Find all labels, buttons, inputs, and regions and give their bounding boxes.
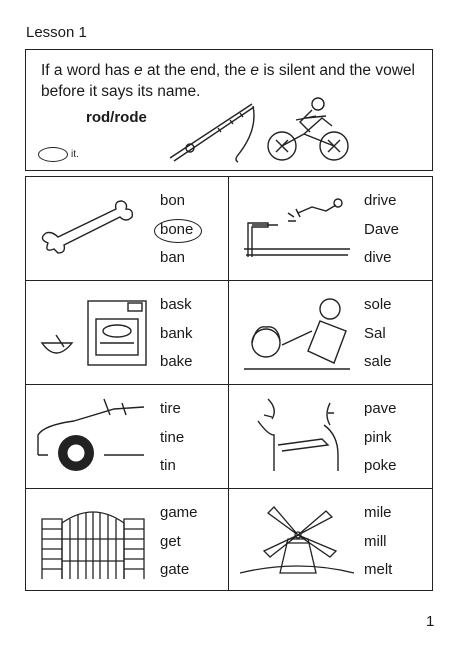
- word-option: gate: [160, 561, 190, 578]
- word-grid: [25, 176, 433, 591]
- cell-poke: [230, 385, 432, 489]
- word-option: ban: [160, 249, 186, 266]
- word-option-circled: bone: [160, 216, 193, 245]
- cell-tire: [26, 385, 228, 489]
- word-option: mill: [364, 532, 387, 550]
- word-option: sole: [364, 296, 392, 313]
- word-option: pave: [364, 400, 397, 417]
- cell-mill: [230, 489, 432, 593]
- word-option: tin: [160, 457, 176, 474]
- lesson-title: Lesson 1: [26, 24, 87, 41]
- example-word-pair: rod/rode: [86, 109, 147, 126]
- word-option: mile: [364, 504, 392, 521]
- diver-icon: [238, 187, 356, 271]
- word-option: bank: [160, 324, 193, 342]
- cell-gate: [26, 489, 228, 593]
- fishing-rod-icon: [168, 100, 258, 164]
- gate-icon: [34, 499, 152, 583]
- word-option: get: [160, 532, 181, 550]
- word-option: drive: [364, 192, 397, 209]
- oval-icon: [38, 147, 68, 162]
- word-option: tire: [160, 400, 181, 417]
- word-option: tine: [160, 428, 185, 446]
- word-option: poke: [364, 457, 397, 474]
- instruction-text: If a word has e at the end, the e is silent and the vowel before it says its name.: [41, 62, 415, 100]
- cell-bake: [26, 281, 228, 385]
- word-option: Sal: [364, 324, 386, 342]
- word-option: sale: [364, 353, 392, 370]
- bone-icon: [34, 187, 152, 271]
- word-option: bask: [160, 296, 192, 313]
- instruction-box: [25, 49, 433, 171]
- word-option: bon: [160, 192, 186, 209]
- windmill-icon: [238, 499, 356, 583]
- cell-dive: [230, 177, 432, 281]
- word-option: bake: [160, 353, 193, 370]
- circle-note: it.: [38, 147, 79, 162]
- sale-icon: [238, 291, 356, 375]
- cell-bone: [26, 177, 228, 281]
- word-option: dive: [364, 249, 392, 266]
- bike-rider-icon: [266, 96, 356, 166]
- word-option: pink: [364, 428, 392, 446]
- word-option: Dave: [364, 220, 400, 238]
- word-option: melt: [364, 561, 393, 578]
- cell-sale: [230, 281, 432, 385]
- oven-icon: [34, 291, 152, 375]
- word-option: game: [160, 504, 198, 521]
- page-number: 1: [426, 613, 435, 630]
- poke-icon: [238, 395, 356, 479]
- car-tire-icon: [34, 395, 152, 479]
